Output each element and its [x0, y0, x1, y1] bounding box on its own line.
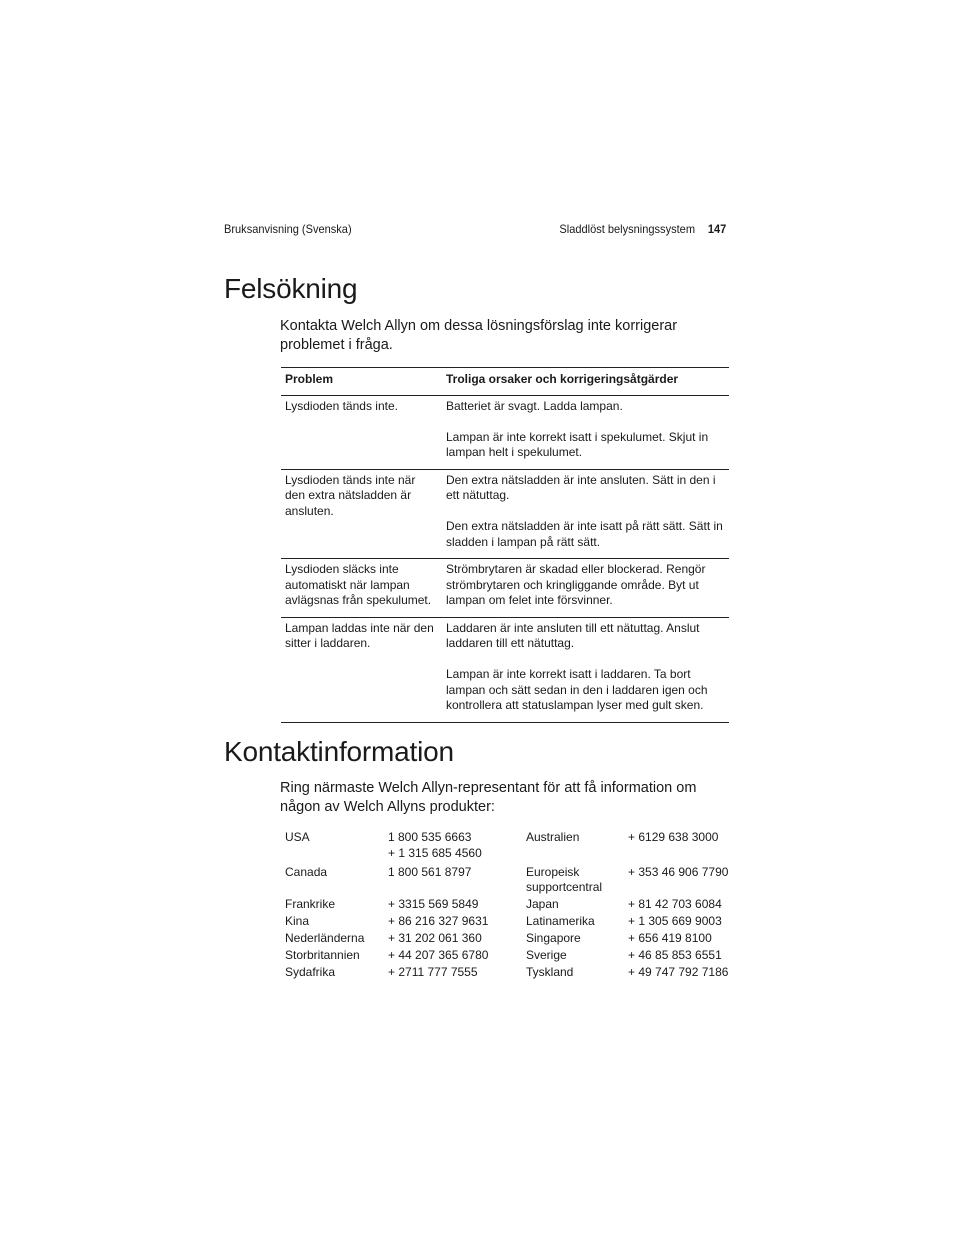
phone-number: + 6129 638 3000: [628, 830, 719, 844]
contact-row: [285, 914, 735, 930]
phone-number: + 86 216 327 9631: [388, 914, 489, 928]
action-text: Lampan är inte korrekt isatt i laddaren. Ta bort lampan och sätt sedan in den i laddaren igen och kontrollera att statuslampan lyser med gult sken.: [446, 667, 708, 712]
country-name: Europeisk supportcentral: [526, 864, 603, 894]
country-name: Storbritannien: [285, 948, 360, 962]
manual-title: Bruksanvisning (Svenska): [224, 222, 352, 236]
section-title-troubleshooting: Felsökning: [224, 273, 358, 304]
phone-number: + 656 419 8100: [628, 931, 712, 945]
country-name: Frankrike: [285, 897, 336, 911]
problem-cell: Lysdioden tänds inte när den extra nätsladden är ansluten.: [285, 472, 416, 518]
country-name: Nederländerna: [285, 931, 365, 945]
country-name: USA: [285, 830, 310, 844]
actions-cell: [442, 396, 729, 469]
column-header-actions: Troliga orsaker och korrigeringsåtgärder: [446, 372, 679, 386]
action-text: Laddaren är inte ansluten till ett nätuttag. Anslut laddaren till ett nätuttag.: [446, 620, 700, 650]
phone-number-group: [388, 830, 526, 861]
phone-number-group: [388, 965, 526, 981]
contact-row: [285, 865, 735, 896]
actions-cell: [442, 470, 729, 559]
country-name: Sverige: [526, 948, 567, 962]
phone-number: + 49 747 792 7186: [628, 965, 729, 979]
country-name: Canada: [285, 864, 328, 879]
troubleshooting-table: [281, 367, 729, 723]
contact-row: [285, 830, 735, 861]
problem-cell: Lampan laddas inte när den sitter i laddaren.: [285, 620, 434, 650]
phone-number: + 46 85 853 6551: [628, 948, 722, 962]
table-row: [281, 559, 729, 618]
action-text: Lampan är inte korrekt isatt i spekulumet. Skjut in lampan helt i spekulumet.: [446, 429, 709, 459]
phone-number: + 353 46 906 7790: [628, 864, 729, 879]
action-text: Den extra nätsladden är inte isatt på rätt sätt. Sätt in sladden i lampan på rätt sätt.: [446, 519, 723, 549]
problem-cell: Lysdioden tänds inte.: [285, 398, 398, 413]
table-body: [281, 396, 729, 723]
table-row: [281, 470, 729, 560]
phone-number: + 3315 569 5849: [388, 897, 479, 911]
section-title-contact: Kontaktinformation: [224, 736, 454, 767]
contact-row: [285, 948, 735, 964]
action-text: Batteriet är svagt. Ladda lampan.: [446, 398, 623, 413]
phone-number-group: [388, 914, 526, 930]
phone-number: + 31 202 061 360: [388, 931, 482, 945]
column-header-problem: Problem: [285, 372, 334, 386]
table-header-row: [281, 368, 729, 396]
contact-list: [285, 830, 735, 982]
phone-number-group: [388, 865, 526, 896]
country-name: Japan: [526, 897, 559, 911]
phone-number: + 1 315 685 4560: [388, 845, 482, 860]
product-name: Sladdlöst belysningssystem: [559, 222, 696, 236]
country-name: Singapore: [526, 931, 581, 945]
phone-number: + 1 305 669 9003: [628, 914, 722, 928]
phone-number-group: [388, 897, 526, 913]
phone-number: 1 800 561 8797: [388, 864, 472, 879]
country-name: Tyskland: [526, 965, 574, 979]
table-row: [281, 618, 729, 723]
phone-number-group: [388, 948, 526, 964]
contact-row: [285, 965, 735, 981]
table-row: [281, 396, 729, 470]
phone-number-group: [388, 931, 526, 947]
contact-row: [285, 897, 735, 913]
action-text: Den extra nätsladden är inte ansluten. Sätt in den i ett nätuttag.: [446, 472, 716, 502]
troubleshooting-intro: Kontakta Welch Allyn om dessa lösningsförslag inte korrigerar problemet i fråga.: [280, 318, 678, 353]
page-number: 147: [707, 222, 727, 236]
problem-cell: Lysdioden släcks inte automatiskt när lampan avlägsnas från spekulumet.: [285, 562, 432, 607]
country-name: Latinamerika: [526, 914, 595, 928]
country-name: Sydafrika: [285, 965, 336, 979]
actions-cell: [442, 618, 729, 722]
contact-row: [285, 931, 735, 947]
country-name: Australien: [526, 830, 580, 844]
contact-intro: Ring närmaste Welch Allyn-representant för att få information om någon av Welch Allyns produkter:: [280, 780, 697, 815]
phone-number: 1 800 535 6663: [388, 830, 472, 844]
phone-number: + 2711 777 7555: [388, 965, 478, 979]
header-right: [559, 221, 726, 237]
actions-cell: [442, 559, 729, 617]
phone-number: + 81 42 703 6084: [628, 897, 722, 911]
phone-number: + 44 207 365 6780: [388, 948, 489, 962]
action-text: Strömbrytaren är skadad eller blockerad. Rengör strömbrytaren och kringliggande område. Byt ut lampan om felet inte försvinner.: [446, 562, 706, 607]
country-name: Kina: [285, 914, 310, 928]
